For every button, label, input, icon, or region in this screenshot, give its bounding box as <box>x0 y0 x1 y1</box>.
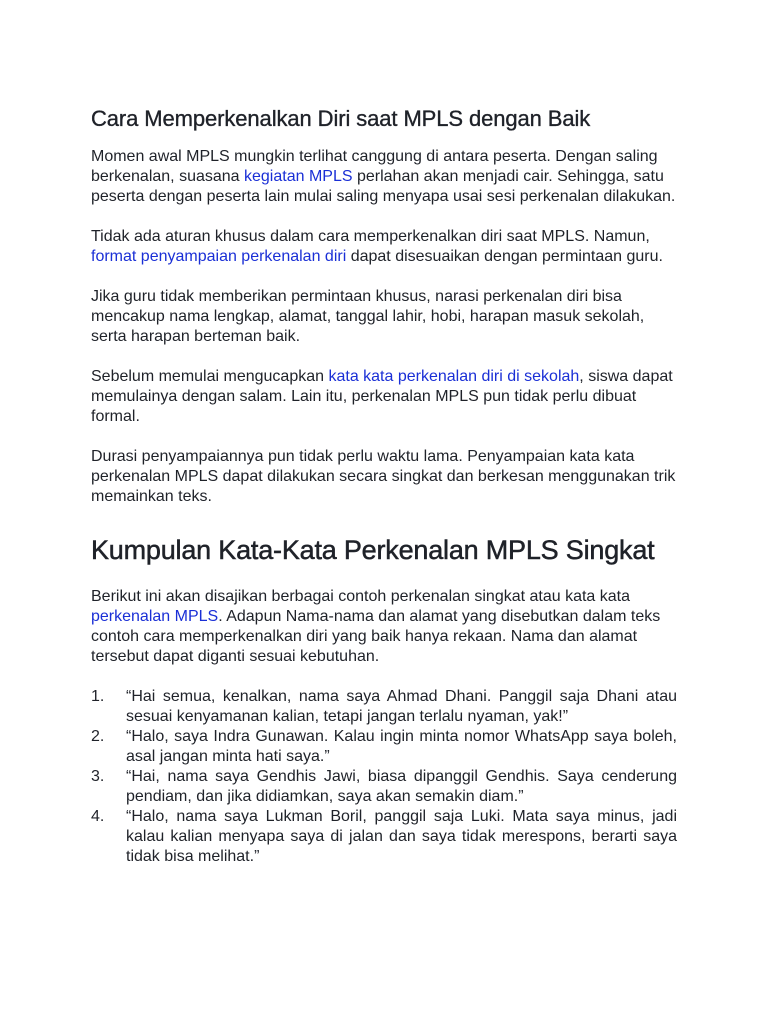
link-kata-perkenalan-sekolah[interactable]: kata kata perkenalan diri di sekolah <box>328 368 580 385</box>
list-item-text: “Hai, nama saya Gendhis Jawi, biasa dipanggil Gendhis. Saya cenderung pendiam, dan jika didiamkan, saya akan semakin diam.” <box>126 768 677 805</box>
intro-text-before: Berikut ini akan disajikan berbagai contoh perkenalan singkat atau kata kata <box>91 588 631 605</box>
list-item-text: “Halo, saya Indra Gunawan. Kalau ingin minta nomor WhatsApp saya boleh, asal jangan minta hati saya.” <box>126 728 677 765</box>
paragraph-1-text-before: Momen awal MPLS mungkin terlihat canggung di antara peserta. Dengan saling berkenalan, suasana <box>91 148 658 185</box>
paragraph-4-text-before: Sebelum memulai mengucapkan <box>91 368 329 385</box>
list-item-number: 3. <box>91 768 105 785</box>
paragraph-1 <box>91 147 677 207</box>
list-item-number: 1. <box>91 688 105 705</box>
list-item <box>91 727 677 767</box>
list-item <box>91 767 677 807</box>
list-item <box>91 687 677 727</box>
paragraph-4 <box>91 367 677 427</box>
paragraph-2 <box>91 227 677 267</box>
list-item-number: 4. <box>91 808 105 825</box>
paragraph-1-text-after: perlahan akan menjadi cair. Sehingga, satu peserta dengan peserta lain mulai saling menyapa usai sesi perkenalan dilakukan. <box>91 168 676 205</box>
list-item-text: “Hai semua, kenalkan, nama saya Ahmad Dhani. Panggil saja Dhani atau sesuai kenyamanan kalian, tetapi jangan terlalu nyaman, yak!” <box>126 688 677 725</box>
intro-text-after: . Adapun Nama-nama dan alamat yang disebutkan dalam teks contoh cara memperkenalkan diri yang baik hanya rekaan. Nama dan alamat tersebut dapat diganti sesuai kebutuhan. <box>91 608 661 665</box>
paragraph-2-text-after: dapat disesuaikan dengan permintaan guru. <box>346 248 663 265</box>
article-content <box>91 104 677 867</box>
link-perkenalan-mpls[interactable]: perkenalan MPLS <box>91 608 219 625</box>
link-format-penyampaian[interactable]: format penyampaian perkenalan diri <box>91 248 347 265</box>
paragraph-3: Jika guru tidak memberikan permintaan khusus, narasi perkenalan diri bisa mencakup nama lengkap, alamat, tanggal lahir, hobi, harapan masuk sekolah, serta harapan berteman baik. <box>91 288 645 345</box>
main-heading: Kumpulan Kata-Kata Perkenalan MPLS Singkat <box>91 535 655 565</box>
examples-list <box>91 687 677 867</box>
paragraph-2-text-before: Tidak ada aturan khusus dalam cara memperkenalkan diri saat MPLS. Namun, <box>91 228 650 245</box>
intro-paragraph <box>91 587 677 667</box>
paragraph-4-text-after: , siswa dapat memulainya dengan salam. Lain itu, perkenalan MPLS pun tidak perlu dibuat formal. <box>91 368 673 425</box>
list-item-number: 2. <box>91 728 105 745</box>
paragraph-5: Durasi penyampaiannya pun tidak perlu waktu lama. Penyampaian kata kata perkenalan MPLS dapat dilakukan secara singkat dan berkesan menggunakan trik memainkan teks. <box>91 448 676 505</box>
list-item <box>91 807 677 867</box>
section-title: Cara Memperkenalkan Diri saat MPLS dengan Baik <box>91 106 591 131</box>
list-item-text: “Halo, nama saya Lukman Boril, panggil saja Luki. Mata saya minus, jadi kalau kalian menyapa saya di jalan dan saya tidak merespons, berarti saya tidak bisa melihat.” <box>126 808 677 865</box>
link-kegiatan-mpls[interactable]: kegiatan MPLS <box>244 168 353 185</box>
